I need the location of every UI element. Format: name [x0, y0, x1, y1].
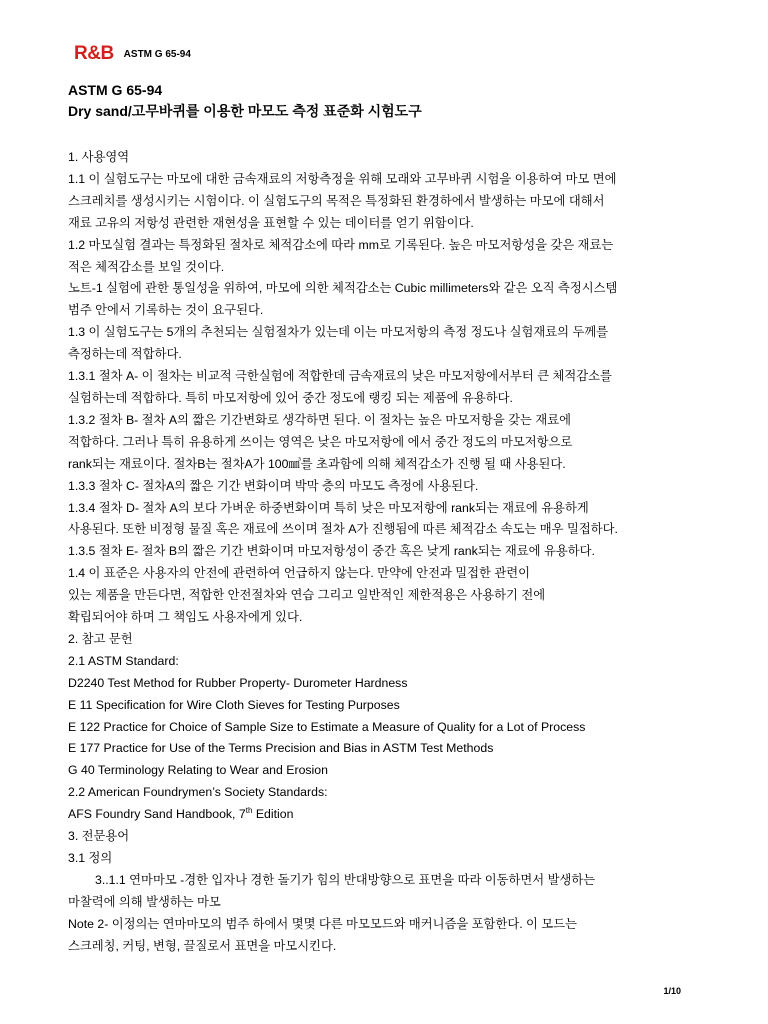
text-line: 범주 안에서 기록하는 것이 요구된다.: [68, 303, 264, 318]
text-line: 스크레칭, 커팅, 변형, 끌질로서 표면을 마모시킨다.: [68, 938, 337, 953]
text-line: E 177 Practice for Use of the Terms Precision and Bias in ASTM Test Methods: [68, 741, 494, 756]
afs-reference-line: [68, 804, 718, 826]
text-line: E 11 Specification for Wire Cloth Sieves for Testing Purposes: [68, 697, 400, 712]
text-line: 사용된다. 또한 비정형 물질 혹은 재료에 쓰이며 절차 A가 진행됨에 따른 체적감소 속도는 매우 밀접하다.: [68, 522, 618, 537]
text-line: 1.3.5 절차 E- 절차 B의 짧은 기간 변화이며 마모저항성이 중간 혹은 낮게 rank되는 재료에 유용하다.: [68, 544, 595, 559]
text-line: 있는 제품을 만든다면, 적합한 안전절차와 연습 그리고 일반적인 제한적용은 사용하기 전에: [68, 588, 546, 603]
text-line: rank되는 재료이다. 절차B는 절차A가 100㎣를 초과함에 의해 체적감소가 진행 될 때 사용된다.: [68, 456, 566, 471]
text-line: G 40 Terminology Relating to Wear and Erosion: [68, 763, 328, 778]
text-line: 2.2 American Foundrymen’s Society Standards:: [68, 785, 328, 800]
text-line: 2. 참고 문헌: [68, 631, 133, 646]
text-line: 스크레치를 생성시키는 시험이다. 이 실험도구의 목적은 특정화된 환경하에서 발생하는 마모에 대해서: [68, 193, 605, 208]
text-line: 1.3.2 절차 B- 절차 A의 짧은 기간변화로 생각하면 된다. 이 절차는 높은 마모저항을 갖는 재료에: [68, 412, 571, 427]
text-line: 노트-1 실험에 관한 통일성을 위하여, 마모에 의한 체적감소는 Cubic millimeters와 같은 오직 측정시스템: [68, 281, 618, 296]
text-line: 1.3.4 절차 D- 절차 A의 보다 가벼운 하중변화이며 특히 낮은 마모저항에 rank되는 재료에 유용하게: [68, 500, 589, 515]
text-line: 3..1.1 연마마모 -경한 입자나 경한 돌기가 힘의 반대방향으로 표면을 따라 이동하면서 발생하는: [95, 872, 596, 887]
text-line: 확립되어야 하며 그 책임도 사용자에게 있다.: [68, 610, 303, 625]
page-header: [74, 44, 191, 64]
text-line: 1.1 이 실험도구는 마모에 대한 금속재료의 저항측정을 위해 모래와 고무바퀴 시험을 이용하여 마모 면에: [68, 171, 617, 186]
text-line: 1.3.1 절차 A- 이 절차는 비교적 극한실험에 적합한데 금속재료의 낮은 마모저항에서부터 큰 체적감소를: [68, 369, 612, 384]
text-line: 1.2 마모실험 결과는 특정화된 절차로 체적감소에 따라 mm로 기록된다. 높은 마모저항성을 갖은 재료는: [68, 237, 614, 252]
header-doc-id: ASTM G 65-94: [123, 48, 191, 60]
afs-superscript: th: [245, 806, 253, 816]
text-line: E 122 Practice for Choice of Sample Size to Estimate a Measure of Quality for a Lot of Process: [68, 719, 586, 734]
text-line: 2.1 ASTM Standard:: [68, 653, 179, 668]
text-line: 3.1 정의: [68, 851, 113, 865]
afs-tail: Edition: [252, 807, 294, 822]
text-line: 마찰력에 의해 발생하는 마모: [68, 894, 221, 909]
text-line: Note 2- 이정의는 연마마모의 범주 하에서 몇몇 다른 마모모드와 매커니즘을 포함한다. 이 모드는: [68, 916, 577, 931]
text-line: D2240 Test Method for Rubber Property- Durometer Hardness: [68, 675, 408, 690]
text-line: 3. 전문용어: [68, 829, 130, 844]
text-line: 적은 체적감소를 보일 것이다.: [68, 259, 225, 274]
text-line: 1.4 이 표준은 사용자의 안전에 관련하여 언급하지 않는다. 만약에 안전과 밀접한 관련이: [68, 566, 530, 581]
text-line: 1.3 이 실험도구는 5개의 추천되는 실험절차가 있는데 이는 마모저항의 측정 정도나 실험재료의 두께를: [68, 325, 609, 340]
text-line: 측정하는데 적합하다.: [68, 347, 182, 362]
text-line: 1.3.3 절차 C- 절차A의 짧은 기간 변화이며 박막 층의 마모도 측정에 사용된다.: [68, 478, 479, 493]
text-line: 재료 고유의 저항성 관련한 재현성을 표현할 수 있는 데이터를 얻기 위함이다.: [68, 215, 474, 230]
text-line: 1. 사용영역: [68, 150, 130, 164]
title-block: [68, 80, 422, 122]
rb-logo: R&B: [74, 43, 114, 64]
page-number: 1/10: [663, 986, 681, 996]
doc-title: ASTM G 65-94: [68, 82, 163, 98]
text-line: 실험하는데 적합하다. 특히 마모저항에 있어 중간 정도에 랭킹 되는 제품에 유용하다.: [68, 390, 513, 405]
text-line: 적합하다. 그러나 특히 유용하게 쓰이는 영역은 낮은 마모저항에 에서 중간 정도의 마모저항으로: [68, 434, 573, 449]
doc-subtitle: Dry sand/고무바퀴를 이용한 마모도 측정 표준화 시험도구: [68, 103, 422, 119]
document-body: [68, 147, 718, 958]
afs-text: AFS Foundry Sand Handbook, 7: [68, 807, 246, 822]
